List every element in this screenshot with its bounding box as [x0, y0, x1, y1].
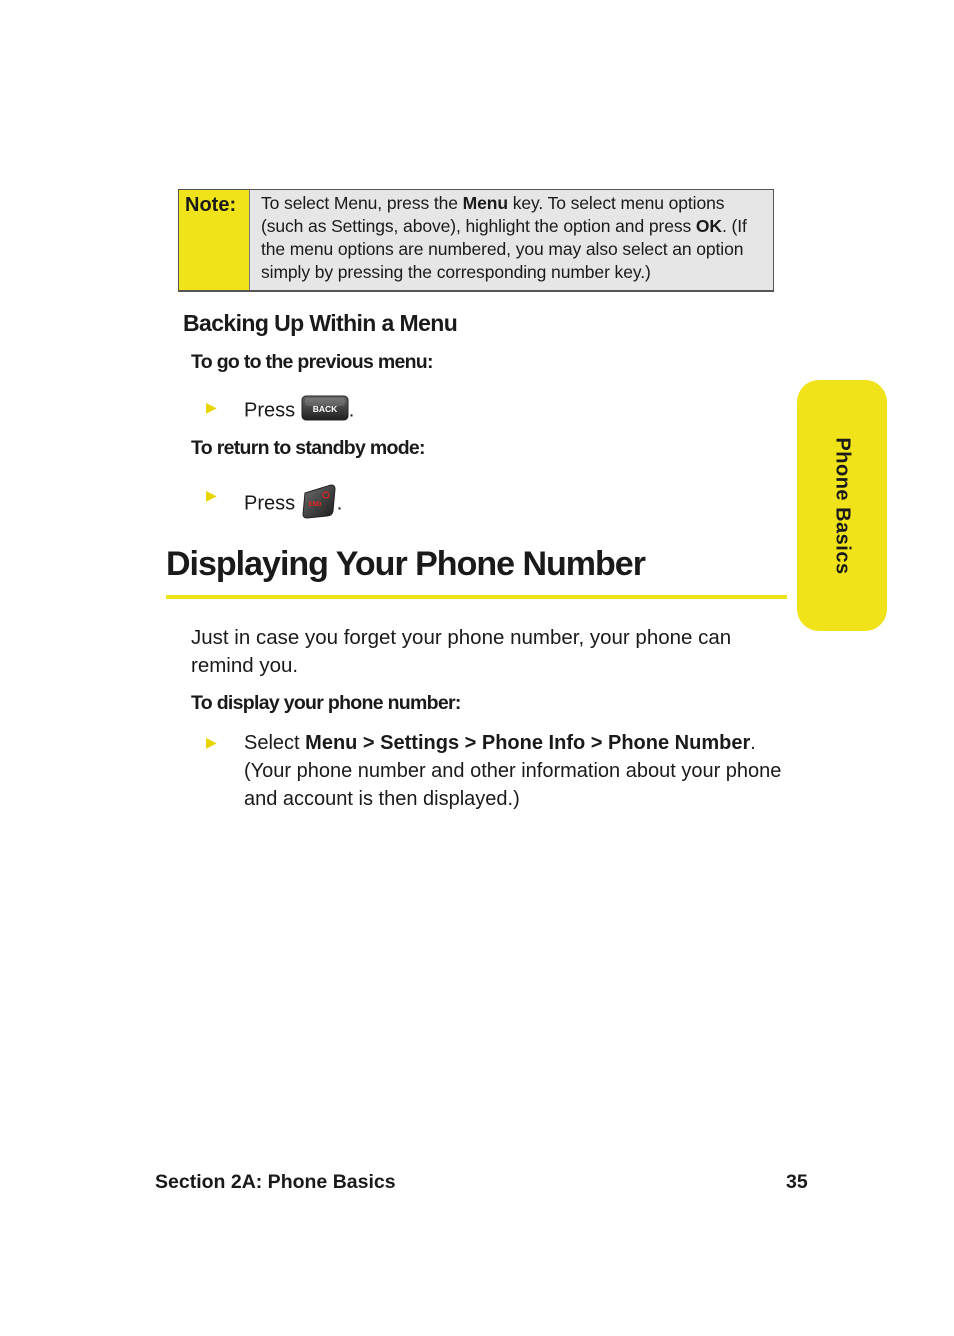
- menu-key-label: Menu: [462, 193, 508, 213]
- menu-path-separator: >: [357, 732, 381, 754]
- note-text-part: key. To select menu options (such as Settings, above), highlight the option and press: [261, 193, 725, 236]
- menu-path-item: Phone Number: [608, 732, 751, 754]
- step-press-back: [244, 395, 354, 427]
- menu-path-item: Phone Info: [481, 732, 586, 754]
- side-tab-label: Phone Basics: [831, 436, 854, 575]
- step-press-end: [244, 483, 342, 525]
- back-key-label: BACK: [312, 404, 337, 414]
- sub-heading-previous-menu: To go to the previous menu:: [191, 351, 433, 373]
- step-text: Select: [244, 732, 306, 754]
- bullet-arrow-icon: ▶: [206, 487, 217, 503]
- step-select-phone-number: [244, 729, 784, 813]
- step-text: . (Your phone number and other information about your phone and account is then displayed.): [244, 732, 782, 810]
- note-text-part: . (If the menu options are numbered, you may also select an option simply by pressing the corresponding number key.): [261, 216, 747, 282]
- sub-heading-display-number: To display your phone number:: [191, 692, 461, 714]
- section-heading-backing-up: Backing Up Within a Menu: [183, 310, 458, 336]
- sub-heading-standby: To return to standby mode:: [191, 437, 425, 459]
- footer-section-title: Section 2A: Phone Basics: [155, 1171, 396, 1193]
- step-text: Press: [244, 492, 296, 515]
- page-title: Displaying Your Phone Number: [166, 545, 645, 583]
- ok-key-label: OK: [695, 216, 722, 236]
- menu-path-item: Menu: [305, 732, 358, 754]
- bullet-arrow-icon: ▶: [206, 399, 217, 415]
- back-key-icon: [301, 395, 349, 427]
- menu-path-separator: >: [459, 732, 482, 754]
- note-box: [178, 189, 774, 292]
- step-text-end: .: [348, 399, 355, 422]
- step-text: Press: [244, 399, 296, 422]
- step-text-end: .: [336, 492, 343, 515]
- note-text: [250, 190, 773, 290]
- note-label: Note:: [179, 190, 250, 290]
- title-underline: [166, 595, 787, 599]
- end-key-icon: [301, 483, 337, 525]
- section-side-tab: [797, 380, 887, 631]
- bullet-arrow-icon: ▶: [206, 734, 217, 750]
- page-number: 35: [786, 1171, 808, 1193]
- menu-path-item: Settings: [380, 732, 460, 754]
- menu-path-separator: >: [585, 732, 608, 754]
- note-text-part: To select Menu, press the: [261, 193, 463, 213]
- end-key-label: END: [308, 502, 322, 508]
- intro-paragraph: Just in case you forget your phone number, your phone can remind you.: [191, 626, 732, 677]
